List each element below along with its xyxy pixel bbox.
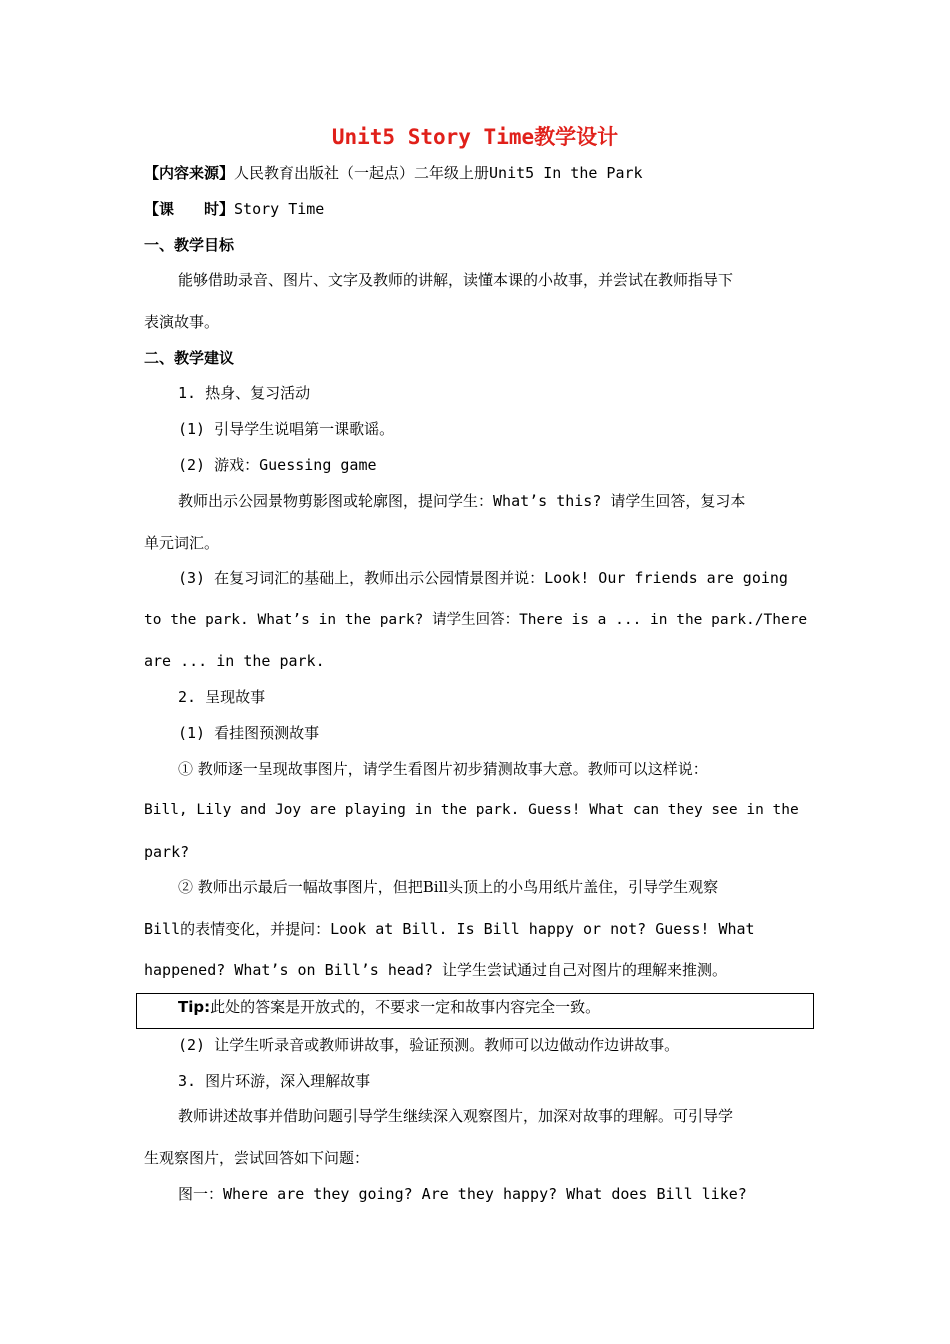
guessing-game-line2: 单元词汇。 bbox=[144, 534, 220, 552]
step-1-item-3-line1: (3) 在复习词汇的基础上，教师出示公园情景图并说：Look! Our friends are going bbox=[178, 569, 788, 587]
objectives-paragraph-line2: 表演故事。 bbox=[144, 313, 220, 331]
section-heading-suggestions: 二、教学建议 bbox=[144, 349, 235, 367]
tip-line bbox=[178, 996, 600, 1018]
picture-walk-line1: 教师讲述故事并借助问题引导学生继续深入观察图片，加深对故事的理解。可引导学 bbox=[178, 1107, 734, 1125]
document-title: Unit5 Story Time教学设计 bbox=[331, 125, 619, 149]
step-1-heading: 1. 热身、复习活动 bbox=[178, 384, 311, 402]
step-1-item-3-line3: are ... in the park. bbox=[144, 652, 325, 670]
step-3-heading: 3. 图片环游，深入理解故事 bbox=[178, 1072, 371, 1090]
predict-line2: Bill, Lily and Joy are playing in the park. Guess! What can they see in the bbox=[144, 802, 799, 818]
source-value: 人民教育出版社（一起点）二年级上册Unit5 In the Park bbox=[234, 164, 643, 182]
period-label: 【课 时】 bbox=[144, 200, 235, 218]
step-1-item-1: (1) 引导学生说唱第一课歌谣。 bbox=[178, 420, 395, 438]
step-1-item-2: (2) 游戏：Guessing game bbox=[178, 456, 377, 474]
step-2-item-2: (2) 让学生听录音或教师讲故事，验证预测。教师可以边做动作边讲故事。 bbox=[178, 1036, 680, 1054]
step-2-item-1: (1) 看挂图预测故事 bbox=[178, 724, 320, 742]
source-label: 【内容来源】 bbox=[144, 164, 235, 182]
objectives-paragraph-line1: 能够借助录音、图片、文字及教师的讲解，读懂本课的小故事，并尝试在教师指导下 bbox=[178, 271, 734, 289]
guessing-game-line1: 教师出示公园景物剪影图或轮廓图，提问学生：What’s this? 请学生回答，复习本 bbox=[178, 492, 746, 510]
period-value: Story Time bbox=[234, 200, 325, 218]
section-heading-objectives: 一、教学目标 bbox=[144, 236, 235, 254]
picture-walk-line2: 生观察图片，尝试回答如下问题： bbox=[144, 1149, 370, 1167]
last-picture-line1: ② 教师出示最后一幅故事图片，但把Bill头顶上的小鸟用纸片盖住，引导学生观察 bbox=[178, 878, 719, 896]
period-line bbox=[144, 198, 324, 220]
last-picture-line3: happened? What’s on Bill’s head? 让学生尝试通过自己对图片的理解来推测。 bbox=[144, 961, 728, 979]
last-picture-line2: Bill的表情变化，并提问：Look at Bill. Is Bill happy or not? Guess! What bbox=[144, 920, 755, 938]
tip-text: 此处的答案是开放式的，不要求一定和故事内容完全一致。 bbox=[210, 998, 601, 1016]
source-line bbox=[144, 162, 643, 184]
predict-line1: ① 教师逐一呈现故事图片，请学生看图片初步猜测故事大意。教师可以这样说： bbox=[178, 760, 708, 778]
predict-line3: park? bbox=[144, 843, 190, 861]
step-1-item-3-line2: to the park. What’s in the park? 请学生回答：There is a ... in the park./There bbox=[144, 612, 808, 628]
step-2-heading: 2. 呈现故事 bbox=[178, 688, 266, 706]
picture-1-questions: 图一：Where are they going? Are they happy? What does Bill like? bbox=[178, 1185, 747, 1203]
tip-label: Tip: bbox=[178, 998, 211, 1016]
